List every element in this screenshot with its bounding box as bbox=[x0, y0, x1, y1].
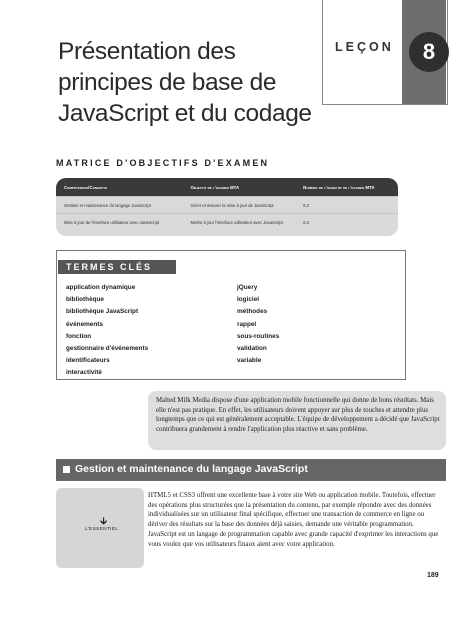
section-body-text: HTML5 et CSS3 offrent une excellente base à votre site Web ou application mobile. Toutefois, effectuer des opérations plus structurées que la présentation du contenu, par exemple répondre avec des données individualisées sur un utilisateur final spécifique, effectuer une transaction de commerce en ligne ou dériver des résultats sur la base des données déjà saisies, demande une véritable programmation. JavaScript est un langage de programmation capable avec grande capacité d'exprimer les interactions que vous voulez que vos utilisateurs finaux aient avec votre application. bbox=[148, 492, 439, 548]
lesson-number-badge: 8 bbox=[409, 32, 449, 72]
key-term: logiciel bbox=[237, 296, 260, 304]
essentiel-label: L'ESSENTIEL bbox=[85, 527, 119, 532]
key-term: jQuery bbox=[237, 284, 258, 291]
key-term: variable bbox=[237, 357, 262, 365]
key-term: événements bbox=[66, 320, 103, 328]
matrix-col-header: Numéro de l'objectif de l'examen MTA bbox=[303, 184, 375, 190]
matrix-col-header: Compétences/Concepts bbox=[64, 184, 108, 190]
key-term: gestionnaire d'événements bbox=[66, 344, 149, 352]
section-title: Gestion et maintenance du langage JavaScript bbox=[75, 463, 308, 475]
key-terms-left-column bbox=[66, 282, 148, 380]
page-number: 189 bbox=[427, 572, 439, 579]
key-terms-title: TERMES CLÉS bbox=[66, 262, 153, 272]
table-row bbox=[56, 213, 398, 230]
key-term: sous-routines bbox=[237, 332, 280, 340]
key-term: bibliothèque bbox=[66, 296, 104, 304]
matrix-col-header: Objectif de l'examen MTA bbox=[190, 184, 240, 190]
matrix-cell: Gérer et assurer la mise à jour de JavaScript bbox=[190, 202, 274, 208]
title-line: Présentation des bbox=[58, 38, 236, 65]
key-term: fonction bbox=[66, 332, 92, 340]
matrix-cell: Gestion et maintenance du langage JavaScript bbox=[64, 202, 151, 208]
key-term: bibliothèque JavaScript bbox=[66, 308, 139, 316]
lesson-title bbox=[58, 36, 328, 129]
scenario-text: Malted Milk Media dispose d'une application mobile fonctionnelle qui donne de bons résultats. Mais elle n'est pas pratique. En effet, les utilisateurs doivent appuyer sur plus de touches et attendre plus longtemps que ce qui est généralement acceptable. L'équipe de développement a décidé que JavaScript contribuera grandement à rendre l'application plus réactive et sans problème. bbox=[156, 397, 440, 433]
title-line: principes de base de bbox=[58, 69, 277, 96]
section-bullet-icon bbox=[63, 466, 70, 473]
matrix-heading: MATRICE D'OBJECTIFS D'EXAMEN bbox=[56, 158, 270, 168]
key-term: interactivité bbox=[66, 369, 102, 377]
lesson-label: LEÇON bbox=[335, 40, 394, 54]
key-term: validation bbox=[237, 344, 267, 352]
matrix-header-row bbox=[56, 178, 398, 196]
down-arrow-icon: 🡳 bbox=[100, 516, 108, 527]
key-term: méthodes bbox=[237, 308, 268, 316]
matrix-cell: Mise à jour de l'interface utilisateur avec JavaScript bbox=[64, 219, 160, 225]
matrix-cell: 6.2 bbox=[303, 202, 309, 208]
key-term: application dynamique bbox=[66, 284, 136, 291]
title-line: JavaScript et du codage bbox=[58, 100, 312, 127]
exam-objective-matrix bbox=[56, 178, 398, 236]
matrix-cell: Mettre à jour l'interface utilisateur avec JavaScript bbox=[190, 219, 283, 225]
matrix-cell: 6.2 bbox=[303, 219, 309, 225]
key-term: rappel bbox=[237, 320, 257, 328]
key-terms-right-column bbox=[237, 282, 279, 367]
key-term: identificateurs bbox=[66, 357, 110, 365]
table-row bbox=[56, 196, 398, 213]
